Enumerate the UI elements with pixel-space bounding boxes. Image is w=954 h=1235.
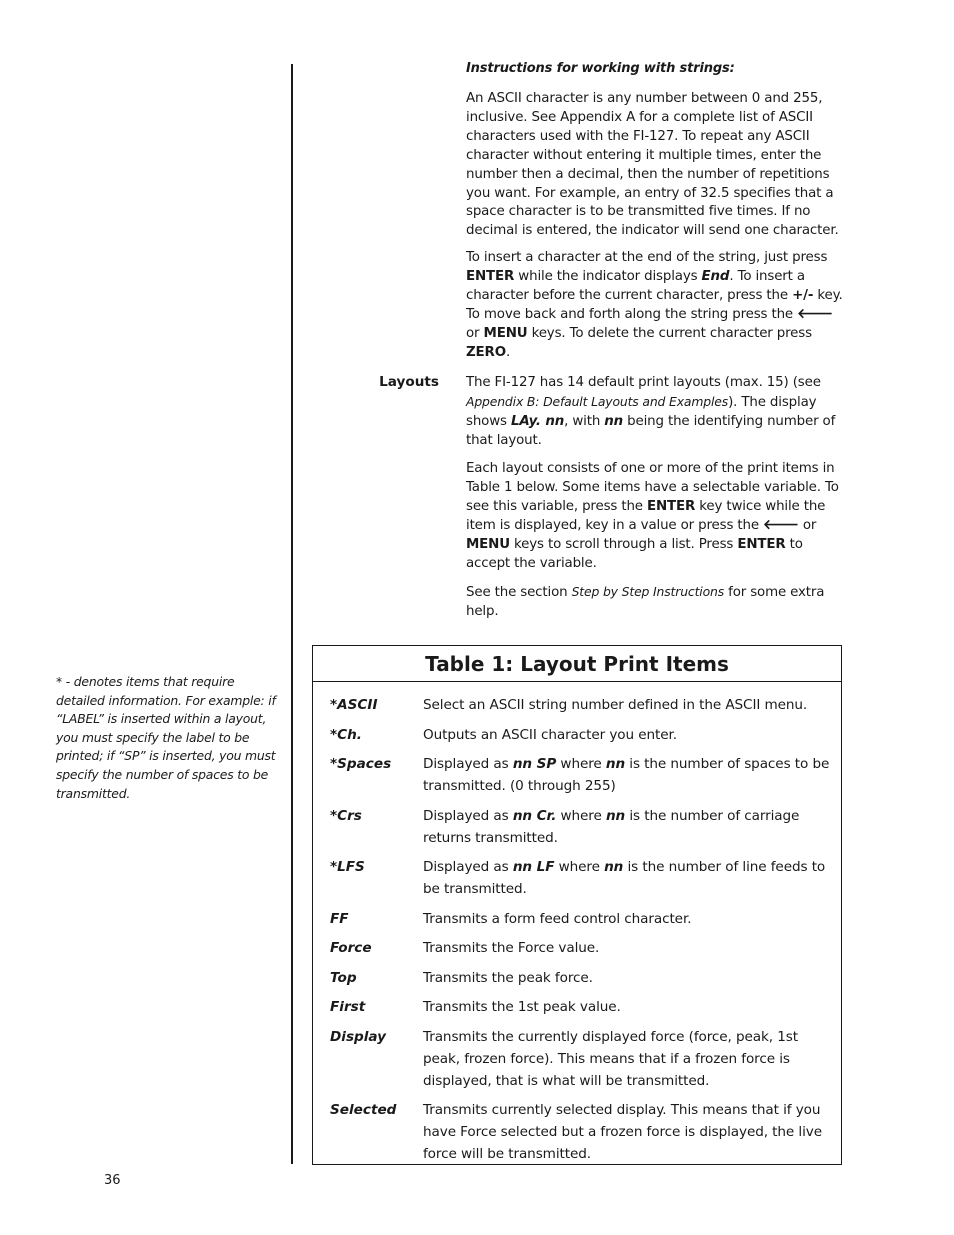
key-zero: ZERO — [466, 344, 506, 360]
table-row — [330, 694, 831, 716]
display-end: End — [701, 268, 730, 284]
table-row — [330, 967, 831, 989]
left-arrow-icon: 🡐 — [763, 517, 799, 533]
key-plus-minus: +/- — [792, 287, 814, 303]
key-menu: MENU — [483, 325, 528, 341]
table-desc: Transmits a form feed control character. — [423, 911, 692, 927]
table-term: Top — [330, 970, 357, 986]
strings-section — [466, 60, 844, 79]
table-desc: Select an ASCII string number defined in the ASCII menu. — [423, 697, 808, 713]
table-term: *ASCII — [330, 697, 378, 713]
key-enter: ENTER — [466, 268, 515, 284]
layouts-label: Layouts — [379, 374, 439, 390]
layouts-paragraph-3: See the section Step by Step Instructions for some extra help. — [466, 584, 825, 619]
margin-note: * - denotes items that require detailed information. For example: if “LABEL” is inserted within a layout, you must specify the label to be printed; if “SP” is inserted, you must specify the number of spaces to be transmitted. — [56, 674, 276, 801]
table-desc: Displayed as nn Cr. where nn is the number of carriage returns transmitted. — [423, 808, 800, 846]
table-desc: Transmits the Force value. — [423, 940, 600, 956]
table-term: First — [330, 999, 366, 1015]
layouts-paragraph-2: Each layout consists of one or more of the print items in Table 1 below. Some items have a selectable variable. To see this variable, press the ENTER key twice while the item is displayed, key in a value or press the 🡐 or MENU keys to scroll through a list. Press ENTER to accept the variable. — [466, 461, 839, 571]
table-term: *LFS — [330, 859, 365, 875]
table-term: *Spaces — [330, 756, 392, 772]
table-desc: Transmits the 1st peak value. — [423, 999, 621, 1015]
key-menu: MENU — [466, 536, 510, 552]
appendix-b-reference: Appendix B: Default Layouts and Examples — [466, 393, 729, 409]
table-title: Table 1: Layout Print Items — [313, 646, 841, 682]
key-enter: ENTER — [737, 536, 786, 552]
strings-heading: Instructions for working with strings: — [466, 61, 735, 76]
table-row — [330, 996, 831, 1018]
table-term: FF — [330, 911, 349, 927]
table-desc: Outputs an ASCII character you enter. — [423, 727, 677, 743]
table-row — [330, 724, 831, 746]
table-term: Display — [330, 1029, 387, 1045]
table-desc: Transmits currently selected display. This means that if you have Force selected but a frozen force is displayed, the live force will be transmitted. — [423, 1102, 822, 1162]
layout-print-items-table — [312, 645, 842, 1165]
table-term: *Crs — [330, 808, 362, 824]
table-desc: Displayed as nn SP where nn is the number of spaces to be transmitted. (0 through 255) — [423, 756, 830, 794]
column-divider — [291, 64, 293, 1164]
table-term: Selected — [330, 1102, 397, 1118]
key-enter: ENTER — [646, 498, 696, 514]
table-row — [330, 805, 831, 849]
display-lay-nn: LAy. nn — [510, 413, 565, 429]
step-by-step-reference: Step by Step Instructions — [571, 584, 725, 599]
strings-paragraph-2: To insert a character at the end of the string, just press ENTER while the indicator displays End. To insert a character before the current character, press the +/- key. To move back and forth along the string press the 🡐 or MENU keys. To delete the current character press ZERO. — [466, 250, 843, 360]
table-desc: Transmits the peak force. — [423, 970, 593, 986]
table-row — [330, 1099, 831, 1165]
table-row — [330, 856, 831, 900]
page-number: 36 — [104, 1173, 121, 1188]
table-row — [330, 753, 831, 797]
table-row — [330, 937, 831, 959]
table-desc: Transmits the currently displayed force (force, peak, 1st peak, frozen force). This means that if a frozen force is displayed, that is what will be transmitted. — [423, 1029, 798, 1089]
table-row — [330, 908, 831, 930]
table-desc: Displayed as nn LF where nn is the number of line feeds to be transmitted. — [423, 859, 826, 897]
table-term: *Ch. — [330, 727, 362, 743]
layouts-paragraph-1: The FI-127 has 14 default print layouts (max. 15) (see Appendix B: Default Layouts and Examples). The display shows LAy. nn, with nn being the identifying number of that layout. — [466, 375, 836, 448]
left-arrow-icon: 🡐 — [797, 306, 833, 322]
strings-paragraph-1: An ASCII character is any number between 0 and 255, inclusive. See Appendix A for a complete list of ASCII characters used with the FI-127. To repeat any ASCII character without entering it multiple times, enter the number then a decimal, then the number of repetitions you want. For example, an entry of 32.5 specifies that a space character is to be transmitted five times. If no decimal is entered, the indicator will send one character. — [466, 91, 839, 239]
table-term: Force — [330, 940, 372, 956]
table-row — [330, 1026, 831, 1092]
